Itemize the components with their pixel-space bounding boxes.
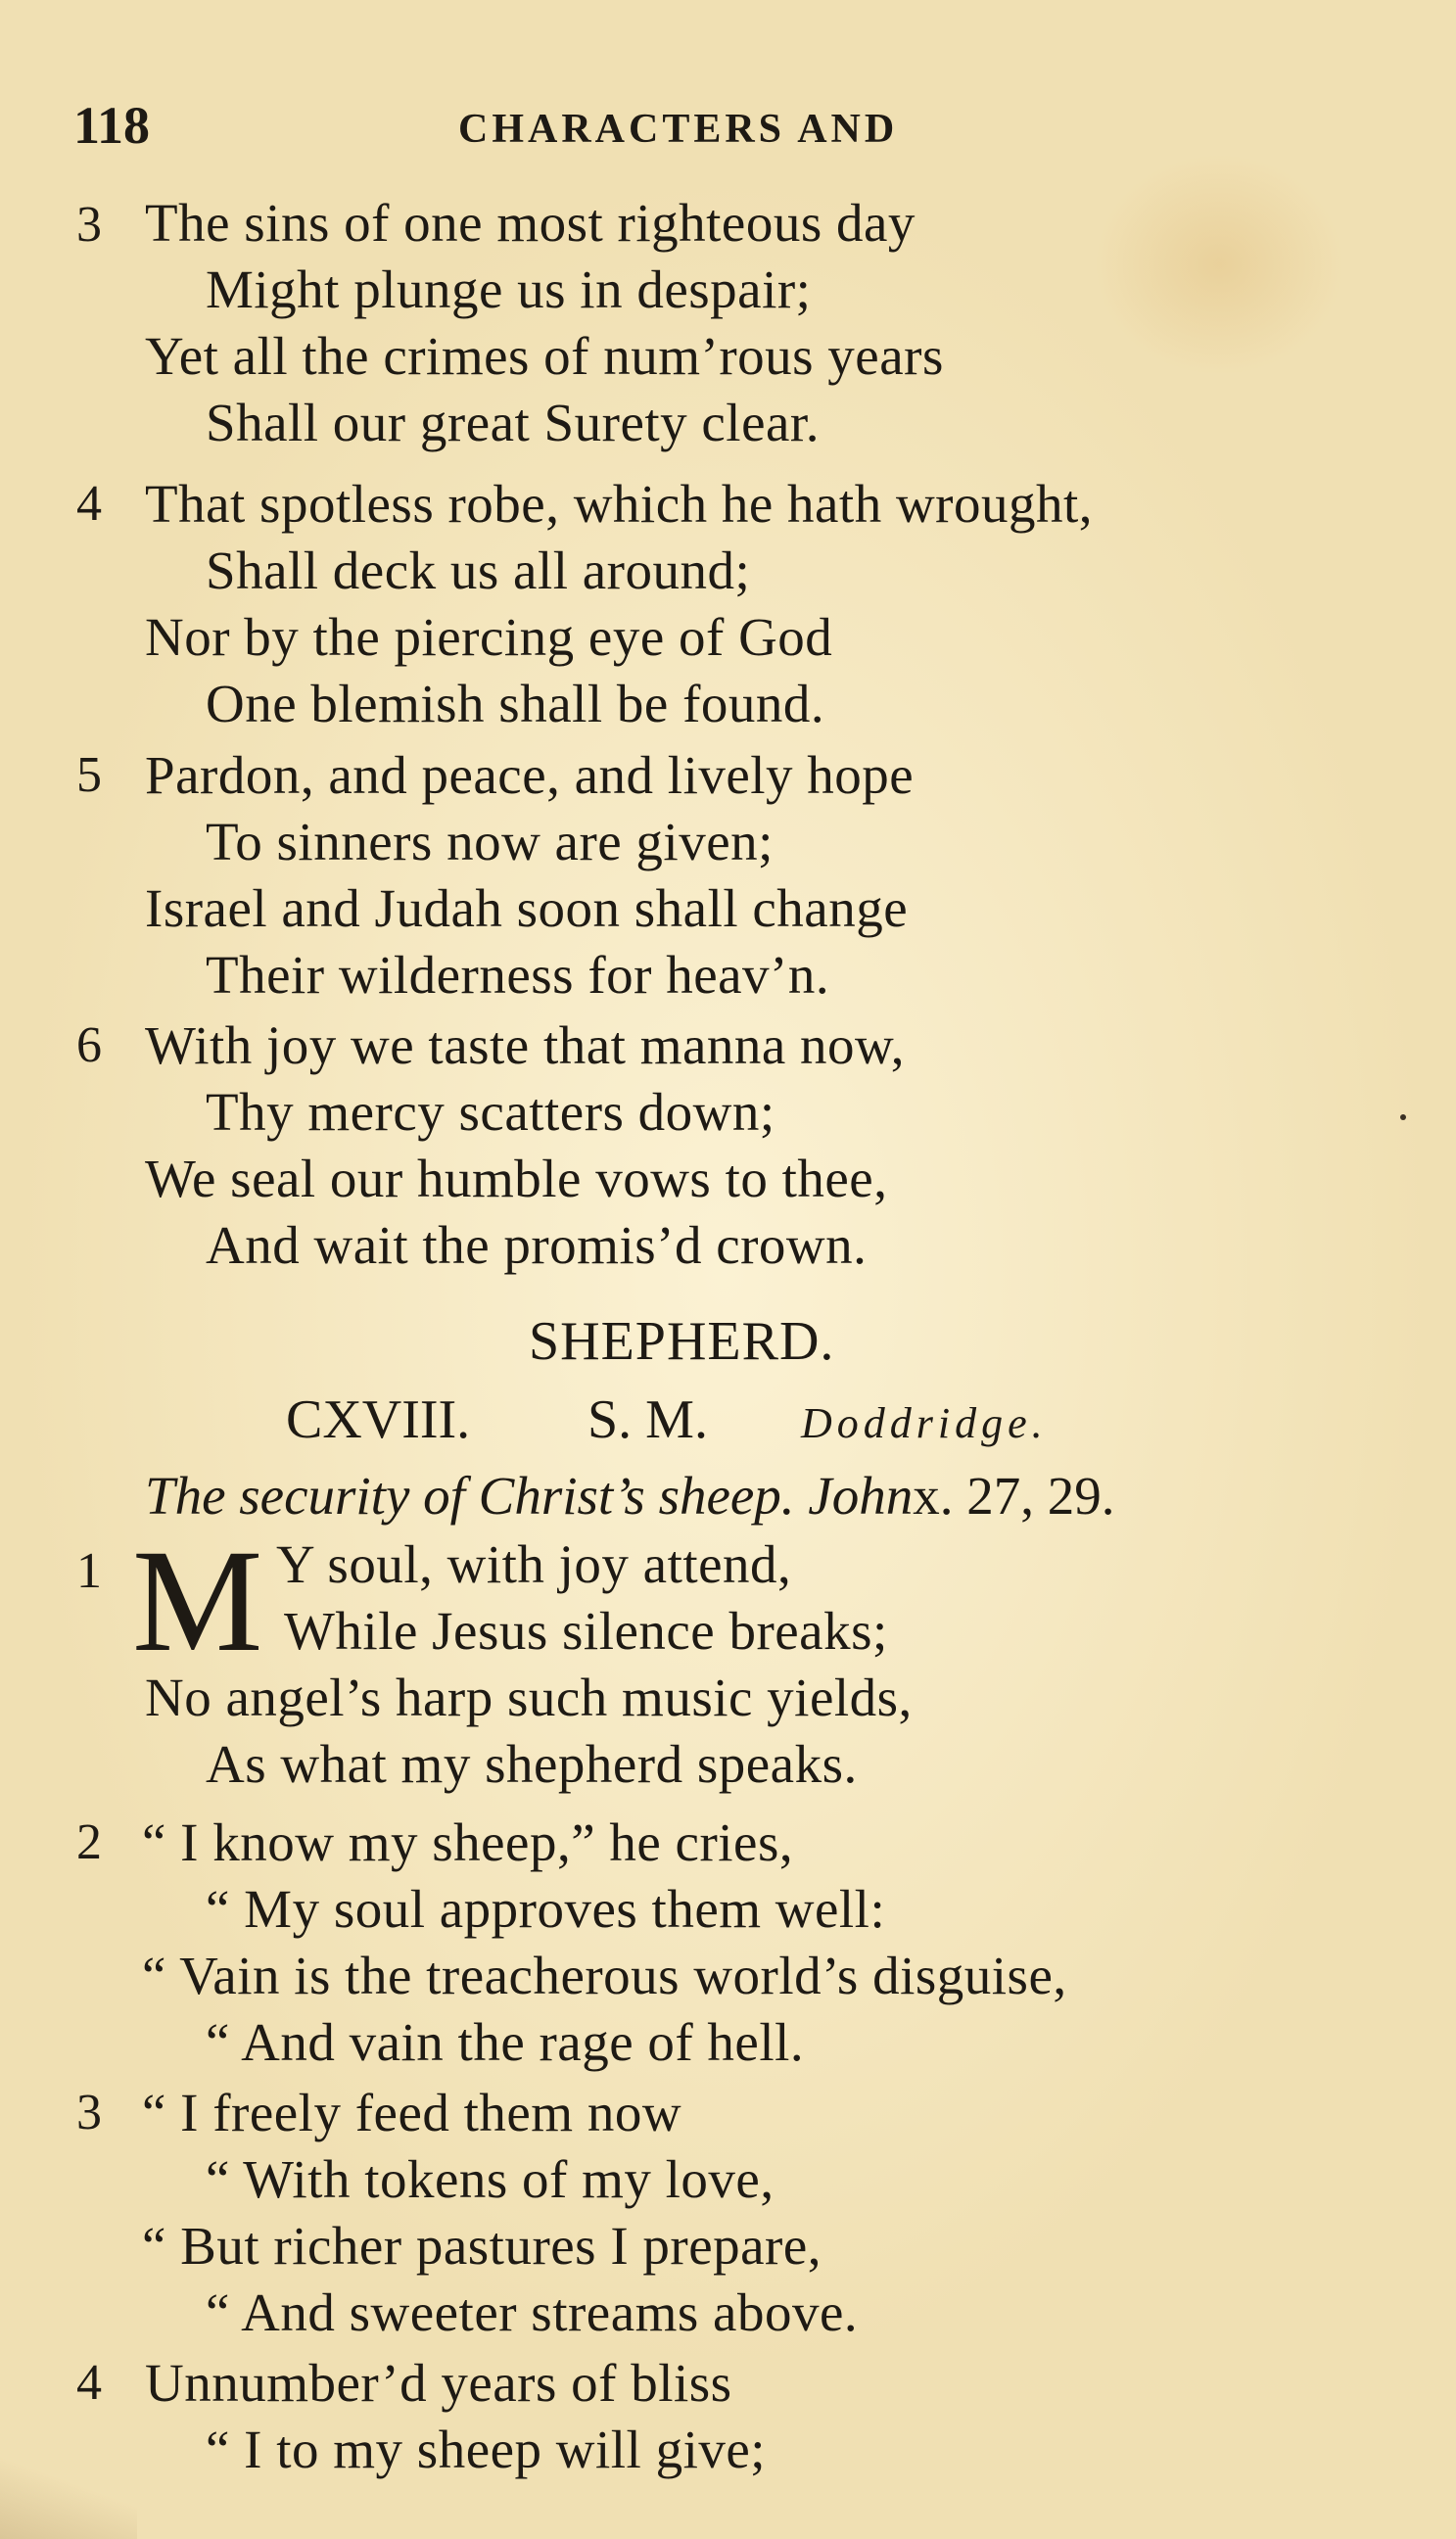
verse-line: “ But richer pastures I prepare, <box>142 2216 822 2276</box>
verse-line: Yet all the crimes of num’rous years <box>145 326 944 386</box>
verse-line: “ I to my sheep will give; <box>206 2420 767 2479</box>
section-title: SHEPHERD. <box>529 1311 835 1372</box>
stanza-number: 4 <box>76 2355 102 2411</box>
subtitle-text: The security of Christ’s sheep. <box>145 1466 795 1526</box>
verse-line: “ With tokens of my love, <box>206 2149 775 2209</box>
stanza-number: 3 <box>76 197 102 253</box>
verse-line: While Jesus silence breaks; <box>284 1601 888 1661</box>
verse-line: No angel’s harp such music yields, <box>145 1668 913 1727</box>
verse-line: And wait the promis’d crown. <box>206 1215 868 1275</box>
verse-line: As what my shepherd speaks. <box>206 1734 858 1794</box>
stanza-number: 2 <box>76 1814 102 1870</box>
verse-line: “ I freely feed them now <box>142 2083 682 2142</box>
verse-line: Y soul, with joy attend, <box>276 1534 792 1594</box>
stanza-number: 3 <box>76 2085 102 2140</box>
stanza-number: 4 <box>76 476 102 532</box>
stanza-number: 1 <box>76 1543 102 1599</box>
verse-line: Nor by the piercing eye of God <box>145 607 833 667</box>
verse-line: Might plunge us in despair; <box>206 259 812 319</box>
hymn-number: CXVIII. <box>286 1389 471 1450</box>
verse-line: “ I know my sheep,” he cries, <box>142 1812 794 1872</box>
verse-line: Shall deck us all around; <box>206 541 751 600</box>
verse-line: “ Vain is the treacherous world’s disguise, <box>142 1946 1067 2005</box>
verse-line: “ My soul approves them well: <box>206 1879 886 1939</box>
verse-line: To sinners now are given; <box>206 812 774 871</box>
drop-cap: M <box>132 1520 263 1682</box>
running-title: CHARACTERS AND <box>458 107 899 152</box>
verse-line: Unnumber’d years of bliss <box>145 2353 732 2413</box>
verse-line: Pardon, and peace, and lively hope <box>145 745 915 805</box>
scripture-verses: x. 27, 29. <box>913 1466 1115 1526</box>
hymn-author: Doddridge. <box>801 1399 1048 1447</box>
ink-speck <box>1400 1114 1406 1120</box>
verse-line: “ And sweeter streams above. <box>206 2282 859 2342</box>
verse-line: Israel and Judah soon shall change <box>145 878 909 938</box>
verse-line: Their wilderness for heav’n. <box>206 945 830 1005</box>
verse-line: We seal our humble vows to thee, <box>145 1149 888 1208</box>
verse-line: Thy mercy scatters down; <box>206 1082 775 1142</box>
verse-line: That spotless robe, which he hath wrought, <box>145 474 1094 534</box>
stanza-number: 6 <box>76 1017 102 1073</box>
verse-line: Shall our great Surety clear. <box>206 393 820 452</box>
verse-line: With joy we taste that manna now, <box>145 1015 905 1075</box>
verse-line: The sins of one most righteous day <box>145 193 916 253</box>
verse-line: One blemish shall be found. <box>206 674 825 733</box>
hymn-meter: S. M. <box>587 1389 708 1450</box>
scripture-book: John <box>808 1466 914 1526</box>
hymn-subtitle <box>145 1467 1114 1526</box>
verse-line: “ And vain the rage of hell. <box>206 2012 805 2072</box>
page-number: 118 <box>73 96 151 155</box>
stanza-number: 5 <box>76 747 102 803</box>
page-edge-shadow <box>0 2451 137 2539</box>
